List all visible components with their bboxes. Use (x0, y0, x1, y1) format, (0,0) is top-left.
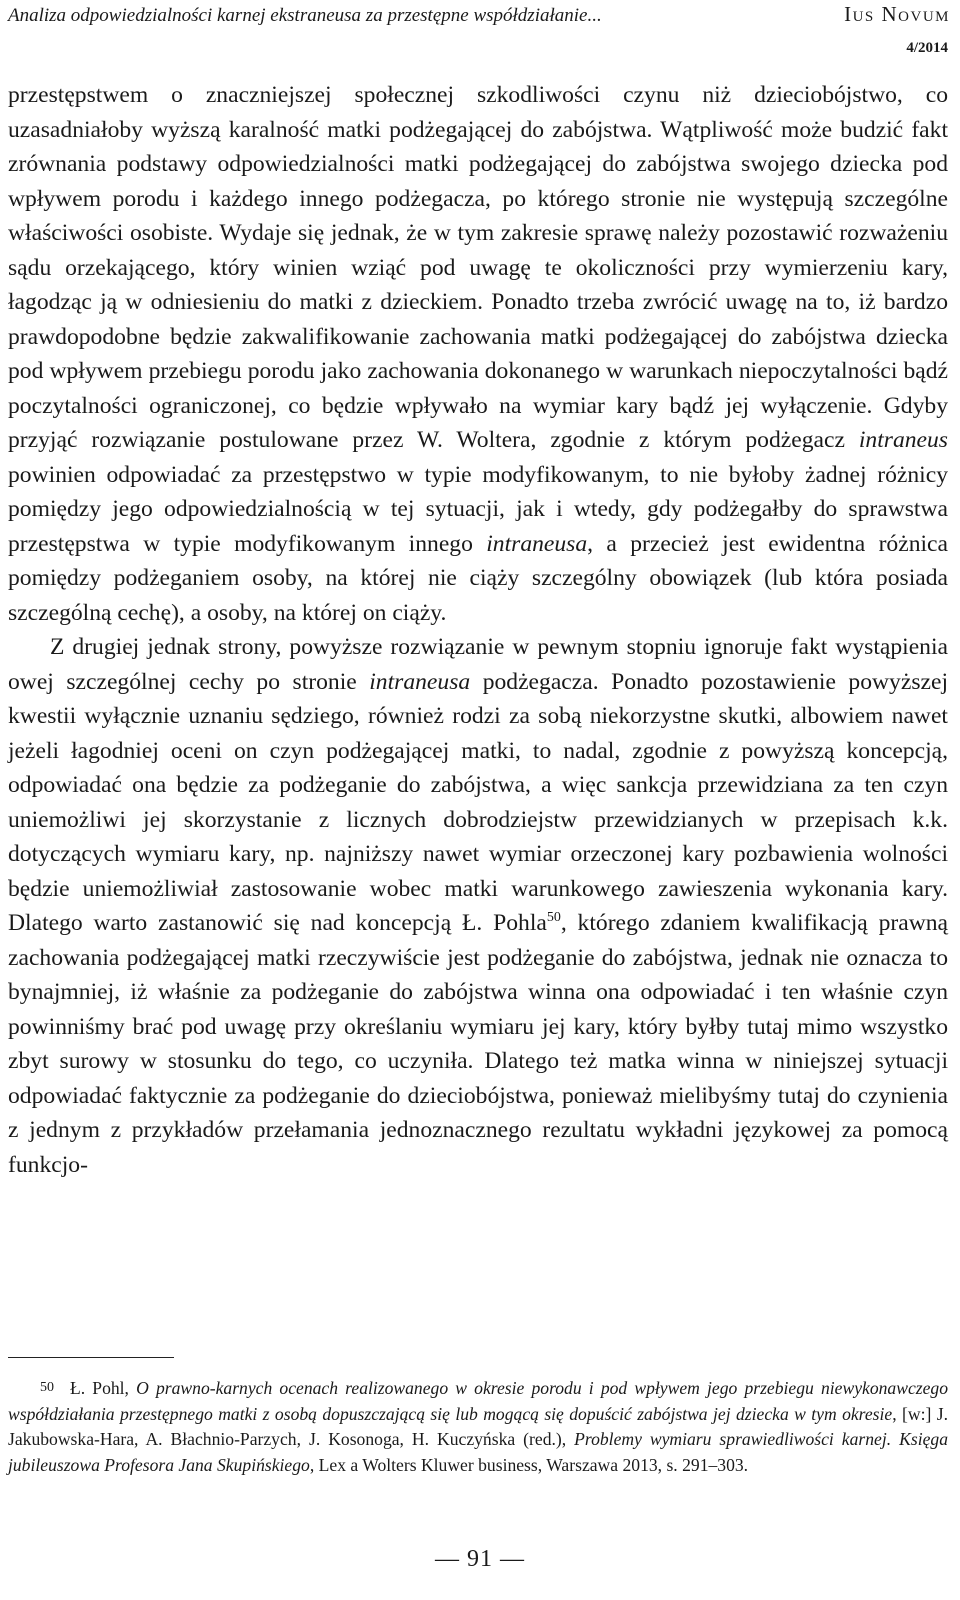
footnote-text (8, 1375, 948, 1479)
main-text (8, 78, 948, 1182)
footnote-publication: , Lex a Wolters Kluwer business, Warszawa 2013, s. 291–303. (309, 1455, 749, 1476)
footnote-separator (8, 1357, 174, 1358)
footnote-author: Ł. Pohl, (70, 1378, 137, 1398)
text-run: przestępstwem o znaczniejszej społecznej szkodliwości czynu niż dzieciobójstwo, co uzasadniałoby wyższą karalność matki podżegającej do zabójstwa. Wątpliwość może budzić fakt zrównania podstawy odpowiedzialności matki podżegającej do zabójstwa swojego dziecka pod wpływem porodu i każdego innego podżegacza, po którego stronie nie występują szczególne właściwości osobiste. Wydaje się jednak, że w tym zakresie sprawę należy pozostawić rozważeniu sądu orzekającego, który winien wziąć pod uwagę te okoliczności przy wymierzeniu kary, łagodząc ją w odniesieniu do matki z dzieckiem. Ponadto trzeba zwrócić uwagę na to, iż bardzo prawdopodobne będzie zakwalifikowanie zachowania matki podżegającej do zabójstwa dziecka pod wpływem przebiegu porodu jako zachowania dokonanego w warunkach niepoczytalności bądź poczytalności ograniczonej, co będzie wpływało na wymiar kary bądź jej wyłączenie. Gdyby przyjąć rozwiązanie postulowane przez W. Woltera, zgodnie z którym podżegacz (8, 82, 948, 453)
text-run: Z drugiej jednak strony, powyższe rozwiązanie w pewnym stopniu ignoruje fakt wystąpienia owej szczególnej cechy po stronie (8, 634, 948, 695)
italic-term: intraneus (858, 427, 948, 453)
page-number: — 91 — (435, 1546, 525, 1572)
footnote-number: 50 (40, 1380, 54, 1395)
issue-number: 4/2014 (906, 40, 948, 56)
running-header (8, 2, 950, 32)
running-title: Analiza odpowiedzialności karnej ekstraneusa za przestępne współdziałanie... (8, 5, 602, 26)
footnote-50 (8, 1375, 948, 1479)
footnote-book-title: Problemy wymiaru sprawiedliwości karnej. Księga jubileuszowa Profesora Jana Skupińskiego (8, 1429, 948, 1476)
footnote-editors: , [w:] J. Jakubowska-Hara, A. Błachnio-Parzych, J. Kosonoga, H. Kuczyńska (red.), (8, 1403, 948, 1450)
text-run: , a przecież jest ewidentna różnica pomiędzy podżeganiem osoby, na której nie ciąży szczególny obowiązek (lub która posiada szczególną cechę), a osoby, na której on ciąży. (8, 530, 948, 626)
paragraph-2 (8, 630, 948, 1182)
journal-name: Ius Novum (844, 2, 950, 26)
paragraph-1 (8, 78, 948, 630)
text-run: powinien odpowiadać za przestępstwo w typie modyfikowanym, to nie byłoby żadnej różnicy pomiędzy jego odpowiedzialnością w tej sytuacji, jak i wtedy, gdy podżegałby do sprawstwa przestępstwa w typie modyfikowanym innego (8, 461, 948, 557)
text-run: podżegacza. Ponadto pozostawienie powyższej kwestii wyłącznie uznaniu sędziego, również rodzi za sobą niekorzystne skutki, albowiem nawet jeżeli łagodniej oceni on czyn podżegającej matki, to nadal, zgodnie z powyższą koncepcją, odpowiadać ona będzie za podżeganie do zabójstwa, a więc sankcja przewidziana za ten czyn uniemożliwi jej skorzystanie z licznych dobrodziejstw przewidzianych w przepisach k.k. dotyczących wymiaru kary, np. najniższy nawet wymiar orzeczonej kary pozbawienia wolności będzie uniemożliwiał zastosowanie wobec matki warunkowego zawieszenia wykonania kary. Dlatego warto zastanowić się nad koncepcją Ł. Pohla (8, 668, 948, 936)
text-run: , którego zdaniem kwalifikacją prawną zachowania podżegającej matki rzeczywiście jest podżeganie do zabójstwa, jednak nie oznacza to bynajmniej, iż właśnie za podżeganie do zabójstwa winna ona odpowiadać i ten właśnie czyn powinniśmy brać pod uwagę przy określaniu wymiaru jej kary, który byłby tutaj mimo wszystko zbyt surowy w stosunku do tego, co uczyniła. Dlatego też matka winna w niniejszej sytuacji odpowiadać faktycznie za podżeganie do dzieciobójstwa, ponieważ mielibyśmy tutaj do czynienia z jednym z przykładów przełamania jednoznacznego rezultatu wykładni językowej za pomocą funkcjo- (8, 910, 948, 1178)
footnote-title: O prawno-karnych ocenach realizowanego w okresie porodu i pod wpływem jego przebiegu niewykonawczego współdziałania przestępnego matki z osobą dopuszczającą się lub mogącą się dopuścić zabójstwa jej dziecka w tym okresie (8, 1378, 949, 1424)
footnote-reference[interactable]: 50 (546, 910, 561, 926)
italic-term: intraneusa (369, 668, 471, 695)
italic-term: intraneusa (486, 530, 588, 557)
